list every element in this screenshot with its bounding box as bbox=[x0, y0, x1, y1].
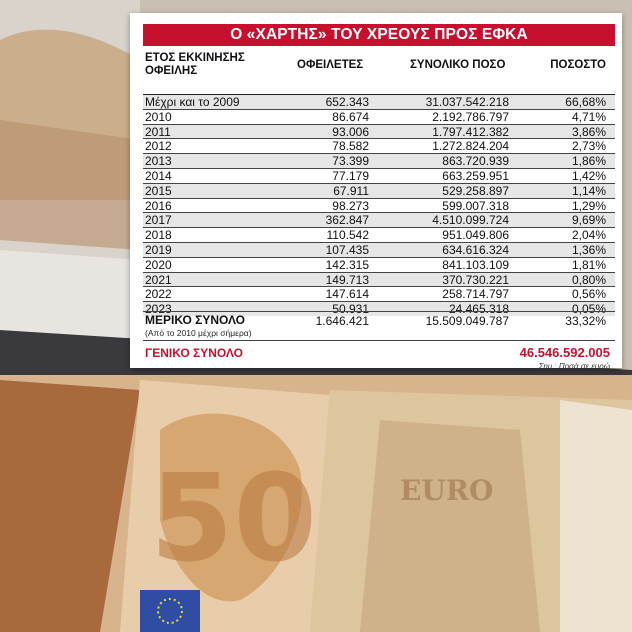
cell-debtors: 77.179 bbox=[332, 168, 369, 183]
cell-amount: 863.720.939 bbox=[442, 154, 509, 169]
table-row bbox=[143, 257, 615, 272]
cell-debtors: 110.542 bbox=[326, 228, 369, 243]
cell-year: 2010 bbox=[145, 109, 172, 124]
header-debtors: ΟΦΕΙΛΕΤΕΣ bbox=[297, 59, 364, 71]
cell-debtors: 67.911 bbox=[333, 183, 369, 198]
cell-debtors: 73.399 bbox=[332, 154, 369, 169]
cell-year: 2018 bbox=[145, 228, 172, 243]
cell-amount: 31.037.542.218 bbox=[425, 95, 509, 109]
cell-year: 2012 bbox=[145, 139, 172, 154]
cell-debtors: 362.847 bbox=[325, 213, 369, 228]
cell-amount: 634.616.324 bbox=[442, 242, 509, 257]
table-body bbox=[143, 94, 615, 316]
svg-text:50: 50 bbox=[150, 450, 317, 589]
cell-percent: 2,04% bbox=[571, 228, 606, 243]
cell-amount: 258.714.797 bbox=[442, 287, 509, 302]
table-row bbox=[143, 242, 615, 257]
table-row bbox=[143, 183, 615, 198]
table-row bbox=[143, 272, 615, 287]
cell-debtors: 98.273 bbox=[332, 198, 369, 213]
table-row bbox=[143, 153, 615, 168]
cell-debtors: 50.931 bbox=[332, 302, 369, 317]
grand-total-label: ΓΕΝΙΚΟ ΣΥΝΟΛΟ bbox=[145, 346, 243, 360]
cell-percent: 1,29% bbox=[571, 198, 606, 213]
cell-amount: 1.797.412.382 bbox=[432, 124, 509, 139]
subtotal-label: ΜΕΡΙΚΟ ΣΥΝΟΛΟ bbox=[145, 313, 246, 327]
cell-percent: 1,81% bbox=[571, 257, 606, 272]
subtotal-sublabel: (Από το 2010 μέχρι σήμερα) bbox=[145, 328, 252, 338]
cell-debtors: 149.713 bbox=[325, 272, 369, 287]
subtotal-amount: 15.509.049.787 bbox=[425, 314, 509, 328]
cell-amount: 663.259.951 bbox=[442, 168, 509, 183]
cell-percent: 1,86% bbox=[571, 154, 606, 169]
table-row bbox=[143, 286, 615, 301]
cell-debtors: 142.315 bbox=[325, 257, 369, 272]
cell-percent: 4,71% bbox=[571, 109, 606, 124]
debt-table-panel bbox=[130, 13, 622, 371]
cell-year: 2011 bbox=[145, 124, 171, 139]
cell-year: 2023 bbox=[145, 302, 172, 317]
table-row bbox=[143, 109, 615, 124]
cell-percent: 1,14% bbox=[571, 183, 606, 198]
grand-total-value: 46.546.592.005 bbox=[519, 345, 610, 360]
cell-year: Μέχρι και το 2009 bbox=[145, 95, 240, 109]
cell-amount: 841.103.109 bbox=[442, 257, 509, 272]
cell-debtors: 78.582 bbox=[332, 139, 369, 154]
cell-debtors: 107.435 bbox=[325, 242, 369, 257]
subtotal-percent: 33,32% bbox=[565, 314, 606, 328]
subtotal-debtors: 1.646.421 bbox=[315, 314, 369, 328]
cell-year: 2020 bbox=[145, 257, 172, 272]
header-year-line2: ΟΦΕΙΛΗΣ bbox=[145, 65, 198, 77]
cell-year: 2021 bbox=[145, 272, 172, 287]
subtotal-row bbox=[143, 311, 615, 341]
cell-year: 2014 bbox=[145, 168, 172, 183]
cell-percent: 0,56% bbox=[571, 287, 606, 302]
cell-year: 2016 bbox=[145, 198, 172, 213]
cell-year: 2015 bbox=[145, 183, 172, 198]
cell-debtors: 147.614 bbox=[325, 287, 369, 302]
cell-debtors: 652.343 bbox=[325, 95, 369, 109]
cell-percent: 9,69% bbox=[571, 213, 606, 228]
table-row bbox=[143, 124, 615, 139]
cell-percent: 3,86% bbox=[571, 124, 606, 139]
cell-percent: 66,68% bbox=[565, 95, 606, 109]
cell-amount: 24.465.318 bbox=[448, 302, 509, 317]
table-row bbox=[143, 94, 615, 109]
svg-text:EURO: EURO bbox=[400, 474, 494, 507]
cell-amount: 370.730.221 bbox=[442, 272, 509, 287]
cell-year: 2013 bbox=[145, 154, 172, 169]
header-year-line1: ΕΤΟΣ ΕΚΚΙΝΗΣΗΣ bbox=[145, 52, 245, 64]
header-percent: ΠΟΣΟΣΤΟ bbox=[550, 59, 606, 71]
currency-note: Σημ.: Ποσά σε ευρώ bbox=[538, 362, 610, 371]
cell-amount: 599.007.318 bbox=[442, 198, 509, 213]
cell-year: 2022 bbox=[145, 287, 172, 302]
cell-amount: 951.049.806 bbox=[442, 228, 509, 243]
table-row bbox=[143, 198, 615, 213]
table-row bbox=[143, 227, 615, 242]
cell-percent: 2,73% bbox=[571, 139, 606, 154]
cell-percent: 1,42% bbox=[571, 168, 606, 183]
table-row bbox=[143, 168, 615, 183]
cell-amount: 529.258.897 bbox=[442, 183, 509, 198]
cell-amount: 4.510.099.724 bbox=[432, 213, 509, 228]
cell-debtors: 86.674 bbox=[332, 109, 369, 124]
cell-percent: 1,36% bbox=[571, 242, 606, 257]
cell-year: 2017 bbox=[145, 213, 172, 228]
cell-amount: 1.272.824.204 bbox=[432, 139, 509, 154]
cell-year: 2019 bbox=[145, 242, 172, 257]
cell-percent: 0,05% bbox=[571, 302, 606, 317]
table-row bbox=[143, 138, 615, 153]
header-amount: ΣΥΝΟΛΙΚΟ ΠΟΣΟ bbox=[410, 59, 506, 71]
cell-amount: 2.192.786.797 bbox=[432, 109, 509, 124]
table-row bbox=[143, 212, 615, 227]
table-title: Ο «ΧΑΡΤΗΣ» ΤΟΥ ΧΡΕΟΥΣ ΠΡΟΣ ΕΦΚΑ bbox=[143, 24, 615, 46]
header-year bbox=[145, 52, 245, 78]
cell-percent: 0,80% bbox=[571, 272, 606, 287]
cell-debtors: 93.006 bbox=[332, 124, 369, 139]
